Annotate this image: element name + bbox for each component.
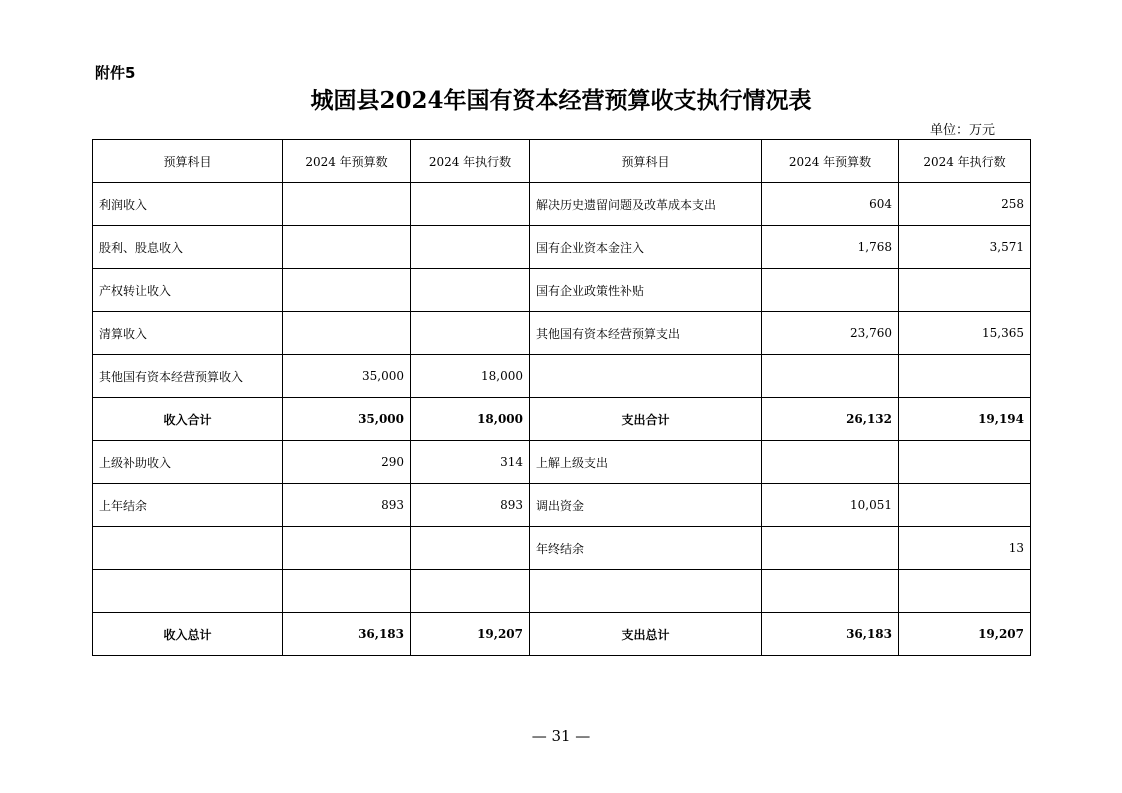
expense-budget: 604	[762, 183, 899, 226]
income-total-label: 收入总计	[93, 613, 283, 656]
income-actual	[411, 269, 530, 312]
income-subject: 股利、股息收入	[93, 226, 283, 269]
income-actual	[411, 527, 530, 570]
income-total-budget: 36,183	[283, 613, 411, 656]
expense-budget	[762, 355, 899, 398]
expense-budget	[762, 570, 899, 613]
expense-subject: 年终结余	[530, 527, 762, 570]
expense-actual	[899, 355, 1031, 398]
income-budget	[283, 226, 411, 269]
table-row	[93, 570, 1031, 613]
income-subject	[93, 570, 283, 613]
income-budget	[283, 183, 411, 226]
expense-budget	[762, 527, 899, 570]
income-actual: 18,000	[411, 355, 530, 398]
expense-subject: 上解上级支出	[530, 441, 762, 484]
expense-total-label: 支出总计	[530, 613, 762, 656]
expense-subtotal-actual: 19,194	[899, 398, 1031, 441]
income-subject: 产权转让收入	[93, 269, 283, 312]
header-income-budget: 2024 年预算数	[283, 140, 411, 183]
subtotal-row	[93, 398, 1031, 441]
document-title: 城固县2024年国有资本经营预算收支执行情况表	[310, 87, 812, 114]
unit-label: 单位：万元	[930, 123, 996, 138]
expense-subject: 解决历史遗留问题及改革成本支出	[530, 183, 762, 226]
expense-actual	[899, 484, 1031, 527]
expense-actual	[899, 269, 1031, 312]
expense-actual: 13	[899, 527, 1031, 570]
expense-actual: 15,365	[899, 312, 1031, 355]
header-expense-actual: 2024 年执行数	[899, 140, 1031, 183]
income-budget	[283, 312, 411, 355]
expense-subject	[530, 355, 762, 398]
expense-budget: 10,051	[762, 484, 899, 527]
income-budget	[283, 570, 411, 613]
expense-subject: 调出资金	[530, 484, 762, 527]
income-subtotal-budget: 35,000	[283, 398, 411, 441]
expense-subject: 国有企业政策性补贴	[530, 269, 762, 312]
header-expense-budget: 2024 年预算数	[762, 140, 899, 183]
income-budget	[283, 527, 411, 570]
income-subtotal-actual: 18,000	[411, 398, 530, 441]
table-row	[93, 312, 1031, 355]
grand-total-row	[93, 613, 1031, 656]
income-actual: 314	[411, 441, 530, 484]
attachment-label: 附件5	[95, 64, 136, 82]
income-actual: 893	[411, 484, 530, 527]
table-row	[93, 527, 1031, 570]
expense-actual: 3,571	[899, 226, 1031, 269]
expense-budget	[762, 441, 899, 484]
table-row	[93, 484, 1031, 527]
header-expense-subject: 预算科目	[530, 140, 762, 183]
expense-subject	[530, 570, 762, 613]
income-budget	[283, 269, 411, 312]
expense-budget	[762, 269, 899, 312]
income-subject	[93, 527, 283, 570]
income-budget: 893	[283, 484, 411, 527]
income-subject: 清算收入	[93, 312, 283, 355]
expense-actual	[899, 441, 1031, 484]
income-budget: 290	[283, 441, 411, 484]
budget-table	[92, 139, 1031, 656]
expense-subject: 其他国有资本经营预算支出	[530, 312, 762, 355]
income-subject: 利润收入	[93, 183, 283, 226]
expense-total-budget: 36,183	[762, 613, 899, 656]
table-row	[93, 269, 1031, 312]
expense-budget: 23,760	[762, 312, 899, 355]
table-header-row	[93, 140, 1031, 183]
table-row	[93, 226, 1031, 269]
expense-subtotal-label: 支出合计	[530, 398, 762, 441]
table-row	[93, 441, 1031, 484]
expense-subtotal-budget: 26,132	[762, 398, 899, 441]
income-actual	[411, 570, 530, 613]
expense-actual: 258	[899, 183, 1031, 226]
income-subject: 上级补助收入	[93, 441, 283, 484]
table-row	[93, 183, 1031, 226]
income-actual	[411, 312, 530, 355]
income-actual	[411, 226, 530, 269]
expense-total-actual: 19,207	[899, 613, 1031, 656]
page-number: — 31 —	[531, 727, 591, 745]
header-income-subject: 预算科目	[93, 140, 283, 183]
expense-subject: 国有企业资本金注入	[530, 226, 762, 269]
table-row	[93, 355, 1031, 398]
income-actual	[411, 183, 530, 226]
income-subtotal-label: 收入合计	[93, 398, 283, 441]
expense-budget: 1,768	[762, 226, 899, 269]
income-subject: 上年结余	[93, 484, 283, 527]
income-subject: 其他国有资本经营预算收入	[93, 355, 283, 398]
income-total-actual: 19,207	[411, 613, 530, 656]
header-income-actual: 2024 年执行数	[411, 140, 530, 183]
income-budget: 35,000	[283, 355, 411, 398]
expense-actual	[899, 570, 1031, 613]
